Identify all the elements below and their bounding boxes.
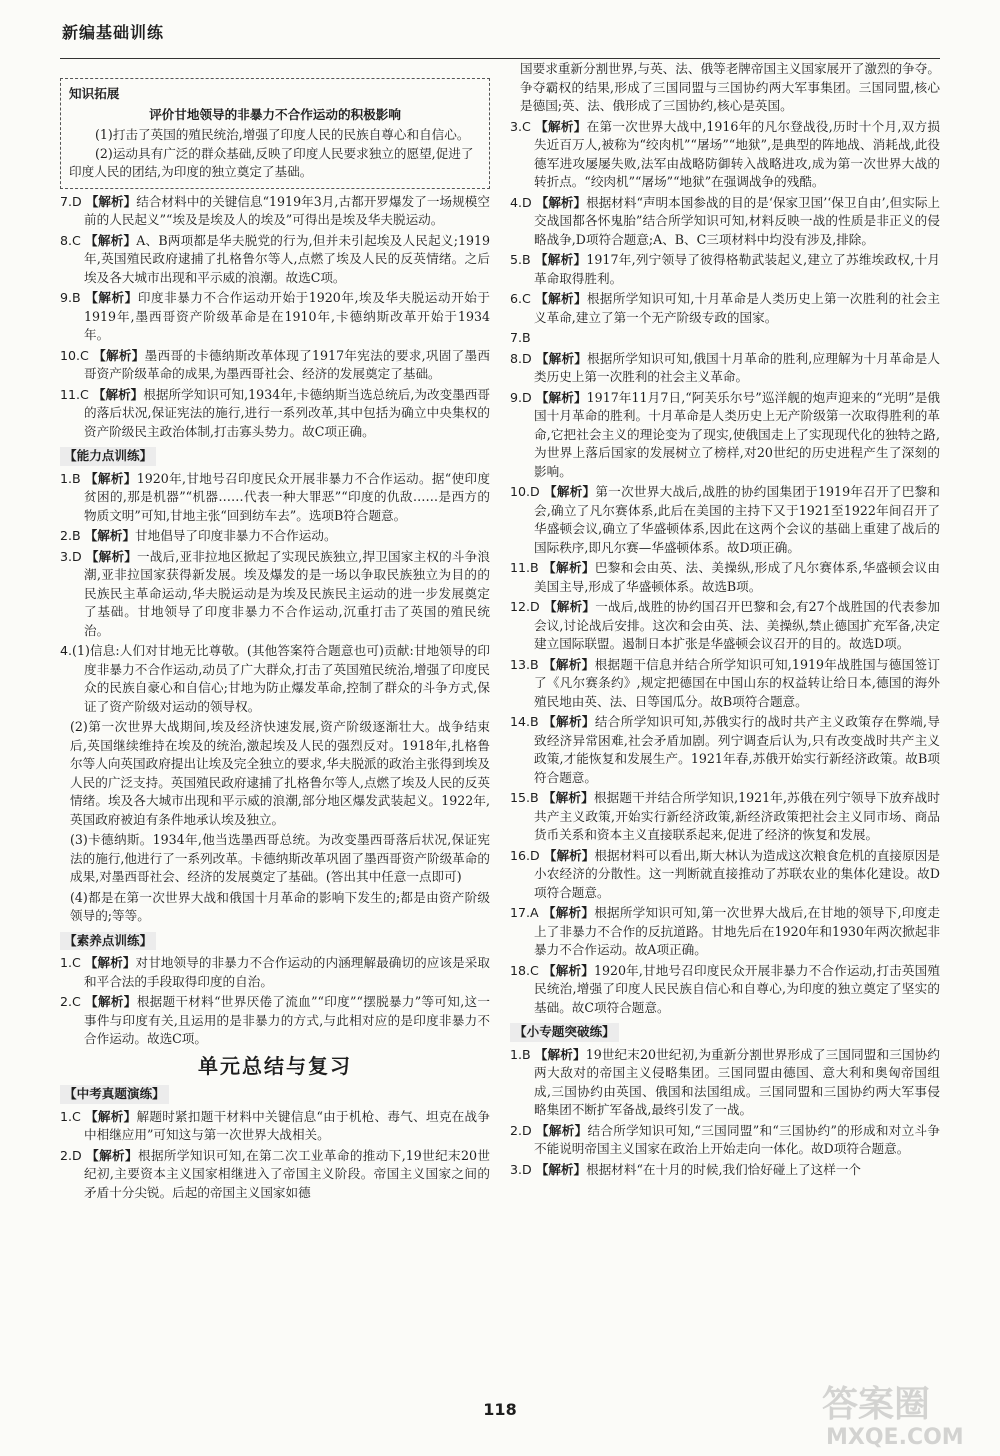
left-column xyxy=(60,78,490,1204)
answer-entry: 2.D 【解析】结合所学知识可知,“三国同盟”和“三国协约”的形成和对立斗争不能说明帝国主义国家在政治上开始走向一体化。故D项符合题意。 xyxy=(510,1122,940,1156)
site-watermark-logo xyxy=(818,1380,978,1450)
answer-entry: 9.B 【解析】印度非暴力不合作运动开始于1920年,埃及华夫脱运动开始于1919年,墨西哥资产阶级革命是在1910年,卡德纳斯改革开始于1934年。 xyxy=(60,290,490,342)
header-divider xyxy=(60,58,940,59)
answer-paragraph: (4)都是在第一次世界大战和俄国十月革命的影响下发生的;都是由资产阶级领导的;等等。 xyxy=(70,889,490,923)
book-header-title: 新编基础训练 xyxy=(62,23,165,42)
unit-summary-title: 单元总结与复习 xyxy=(198,1053,352,1078)
answer-paragraph: (2)第一次世界大战期间,埃及经济快速发展,资产阶级逐渐壮大。战争结束后,英国继续维持在埃及的统治,激起埃及人民的强烈反对。1918年,扎格鲁尔等人向英国政府提出让埃及完全独立的要求,华夫脱派的政治主张得到埃及人民的广泛支持。英国殖民政府逮捕了扎格鲁尔等人,点燃了埃及人民的反英情绪。埃及各大城市出现和平示威的浪潮,部分地区爆发武装起义。1922年,英国政府被迫有条件地承认埃及独立。 xyxy=(70,719,490,827)
knowledge-extension-box xyxy=(60,78,490,189)
watermark-sub-text: MXQE.COM xyxy=(826,1425,964,1450)
answer-entry: 13.B 【解析】根据题干信息并结合所学知识可知,1919年战胜国与德国签订了《凡尔赛条约》,规定把德国在中国山东的权益转让给日本,德国的海外殖民地由英、法、日等国瓜分。故B项符合题意。 xyxy=(510,656,941,709)
answer-entry: 2.D 【解析】根据所学知识可知,在第二次工业革命的推动下,19世纪末20世纪初,主要资本主义国家相继进入了帝国主义阶段。帝国主义国家之间的矛盾十分尖锐。后起的帝国主义国家如德 xyxy=(60,1147,491,1200)
answer-entry: 10.D 【解析】第一次世界大战后,战胜的协约国集团于1919年召开了巴黎和会,确立了凡尔赛体系,此后在美国的主持下又于1921至1922年间召开了华盛顿会议,确立了华盛顿体系,因此在这两个会议的基础上重建了战后的国际秩序,即凡尔赛—华盛顿体系。故D项正确。 xyxy=(510,484,940,555)
knowledge-extension-label: 知识拓展 xyxy=(69,86,120,101)
answer-entry: 3.D 【解析】根据材料“在十月的时候,我们恰好碰上了这样一个 xyxy=(510,1161,862,1177)
knowledge-extension-title: 评价甘地领导的非暴力不合作运动的积极影响 xyxy=(149,106,401,122)
answer-entry: 3.C 【解析】在第一次世界大战中,1916年的凡尔登战役,历时十个月,双方损失近百万人,被称为“绞肉机”“屠场”“地狱”,是典型的阵地战、消耗战,此役德军进攻屡屡失败,法军由战略防御转入战略进攻,成为第一次世界大战的转折点。“绞肉机”“屠场”“地狱”在强调战争的残酷。 xyxy=(510,118,941,189)
section-label-ability: 【能力点训练】 xyxy=(60,447,156,466)
answer-entry: 11.B 【解析】巴黎和会由英、法、美操纵,形成了凡尔赛体系,华盛顿会议由美国主导,形成了华盛顿体系。故选B项。 xyxy=(510,560,940,594)
section-label-exam: 【中考真题演练】 xyxy=(60,1085,169,1104)
answer-entry: 4.D 【解析】根据材料“声明本国参战的目的是‘保家卫国’‘保卫自由’,但实际上交战国都各怀鬼胎”结合所学知识可知,材料反映一战的性质是非正义的侵略战争,D项符合题意;A、B、C三项材料中均没有涉及,排除。 xyxy=(510,194,941,247)
answer-entry: 3.D 【解析】一战后,亚非拉地区掀起了实现民族独立,捍卫国家主权的斗争浪潮,亚非拉国家获得新发展。埃及爆发的是一场以争取民族独立为目的的民族民主革命运动,华夫脱运动是为埃及民族民主运动的进一步发展奠定了基础。甘地领导了印度非暴力不合作运动,沉重打击了英国的殖民统治。 xyxy=(60,548,490,638)
answer-entry: 11.C 【解析】根据所学知识可知,1934年,卡德纳斯当选总统后,为改变墨西哥的落后状况,保证宪法的施行,进行一系列改革,其中包括为确立中央集权的资产阶级民主政治体制,打击寡头势力。故C项正确。 xyxy=(60,386,490,439)
answer-entry: 1.B 【解析】19世纪末20世纪初,为重新分割世界形成了三国同盟和三国协约两大敌对的帝国主义侵略集团。三国同盟由德国、意大利和奥匈帝国组成,三国协约由英国、俄国和法国组成。三国同盟和三国协约两大军事侵略集团不断扩军备战,最终引发了一战。 xyxy=(510,1046,940,1117)
answer-entry: 15.B 【解析】根据题干并结合所学知识,1921年,苏俄在列宁领导下放弃战时共产主义政策,开始实行新经济政策,新经济政策把社会主义同市场、商品货币关系和资本主义直接联系起来,促进了经济的恢复和发展。 xyxy=(510,790,941,842)
answer-entry: 14.B 【解析】结合所学知识可知,苏俄实行的战时共产主义政策存在弊端,导致经济异常困难,社会矛盾加剧。列宁调查后认为,只有改变战时共产主义政策,才能恢复和发展生产。1921年春,苏俄开始实行新经济政策。故B项符合题意。 xyxy=(510,714,940,785)
watermark-main-text: 答案圈 xyxy=(822,1384,931,1425)
answer-entry: 2.C 【解析】根据题干材料“世界厌倦了流血”“印度”“摆脱暴力”等可知,这一事件与印度有关,且运用的是非暴力的方式,与此相对应的是印度非暴力不合作运动。故选C项。 xyxy=(60,994,490,1046)
answer-entry: 18.C 【解析】1920年,甘地号召印度民众开展非暴力不合作运动,打击英国殖民统治,增强了印度人民民族自信心和自尊心,为印度的独立奠定了坚实的基础。故C项符合题意。 xyxy=(510,962,940,1015)
answer-entry: 6.C 【解析】根据所学知识可知,十月革命是人类历史上第一次胜利的社会主义革命,建立了第一个无产阶级专政的国家。 xyxy=(510,291,940,325)
answer-entry: 10.C 【解析】墨西哥的卡德纳斯改革体现了1917年宪法的要求,巩固了墨西哥资产阶级革命的成果,为墨西哥社会、经济的发展奠定了基础。 xyxy=(60,347,491,381)
answer-entry: 4.(1)信息:人们对甘地无比尊敬。(其他答案符合题意也可)贡献:甘地领导的印度非暴力不合作运动,动员了广大群众,打击了英国殖民统治,增强了印度民众的民族自豪心和自信心;甘地为防止爆发革命,控制了群众的斗争方式,保证了资产阶级对运动的领导权。 xyxy=(60,643,490,714)
answer-paragraph: (3)卡德纳斯。1934年,他当选墨西哥总统。为改变墨西哥落后状况,保证宪法的施行,他进行了一系列改革。卡德纳斯改革巩固了墨西哥资产阶级革命的成果,对墨西哥社会、经济的发展奠定了基础。(答出其中任意一点即可) xyxy=(70,832,490,884)
answer-continuation: 国要求重新分割世界,与英、法、俄等老牌帝国主义国家展开了激烈的争夺。争夺霸权的结果,形成了三国同盟与三国协约两大军事集团。三国同盟,核心是德国;英、法、俄形成了三国协约,核心是英国。 xyxy=(520,61,940,113)
answer-entry: 5.B 【解析】1917年,列宁领导了彼得格勒武装起义,建立了苏维埃政权,十月革命取得胜利。 xyxy=(510,252,941,286)
knowledge-extension-paragraph: (2)运动具有广泛的群众基础,反映了印度人民要求独立的愿望,促进了印度人民的团结,为印度的独立奠定了基础。 xyxy=(69,145,474,179)
page-number: 118 xyxy=(483,1400,517,1419)
right-column xyxy=(510,60,940,1181)
section-label-literacy: 【素养点训练】 xyxy=(60,932,156,951)
answer-entry: 17.A 【解析】根据所学知识可知,第一次世界大战后,在甘地的领导下,印度走上了非暴力不合作的反抗道路。甘地先后在1920年和1930年两次掀起非暴力不合作运动。故A项正确。 xyxy=(510,905,940,957)
answer-entry: 12.D 【解析】一战后,战胜的协约国召开巴黎和会,有27个战胜国的代表参加会议,讨论战后安排。这次和会由英、法、美操纵,禁止德国扩充军备,决定建立国际联盟。遏制日本扩张是华盛顿会议召开的目的。故选D项。 xyxy=(510,599,940,651)
answer-entry: 8.C 【解析】A、B两项都是华夫脱党的行为,但并未引起埃及人民起义;1919年,英国殖民政府逮捕了扎格鲁尔等人,点燃了埃及人民的反英情绪。之后埃及各大城市出现和平示威的浪潮。故选C项。 xyxy=(60,232,490,285)
answer-entry: 1.C 【解析】对甘地领导的非暴力不合作运动的内涵理解最确切的应该是采取和平合法的手段取得印度的自治。 xyxy=(60,955,491,989)
section-label-topic: 【小专题突破练】 xyxy=(510,1023,619,1042)
answer-entry: 7.B xyxy=(510,330,531,345)
answer-entry: 16.D 【解析】根据材料可以看出,斯大林认为造成这次粮食危机的直接原因是小农经济的分散性。这一判断就直接推动了苏联农业的集体化建设。故D项符合题意。 xyxy=(510,847,940,900)
answer-entry: 8.D 【解析】根据所学知识可知,俄国十月革命的胜利,应理解为十月革命是人类历史上第一次胜利的社会主义革命。 xyxy=(510,350,940,384)
answer-entry: 1.C 【解析】解题时紧扣题干材料中关键信息“由于机枪、毒气、坦克在战争中相继应用”可知这与第一次世界大战相关。 xyxy=(60,1108,490,1142)
answer-entry: 7.D 【解析】结合材料中的关键信息“1919年3月,古都开罗爆发了一场规模空前的人民起义”“埃及是埃及人的埃及”可得出是埃及华夫脱运动。 xyxy=(60,193,490,227)
knowledge-extension-paragraph: (1)打击了英国的殖民统治,增强了印度人民的民族自尊心和自信心。 xyxy=(95,127,470,142)
answer-entry: 9.D 【解析】1917年11月7日,“阿芙乐尔号”巡洋舰的炮声迎来的“光明”是俄国十月革命的胜利。十月革命是人类历史上无产阶级第一次取得胜利的革命,它把社会主义的理论变为了现实,使俄国走上了实现现代化的独特之路,为世界上落后国家的发展树立了榜样,对20世纪的历史进程产生了深刻的影响。 xyxy=(510,389,940,479)
answer-entry: 1.B 【解析】1920年,甘地号召印度民众开展非暴力不合作运动。据“使印度贫困的,那是机器”“机器……代表一种大罪恶”“印度的仇敌……是西方的物质文明”可知,甘地主张“回到纺车去”。选项B符合题意。 xyxy=(60,470,491,523)
answer-entry: 2.B 【解析】甘地倡导了印度非暴力不合作运动。 xyxy=(60,528,337,543)
